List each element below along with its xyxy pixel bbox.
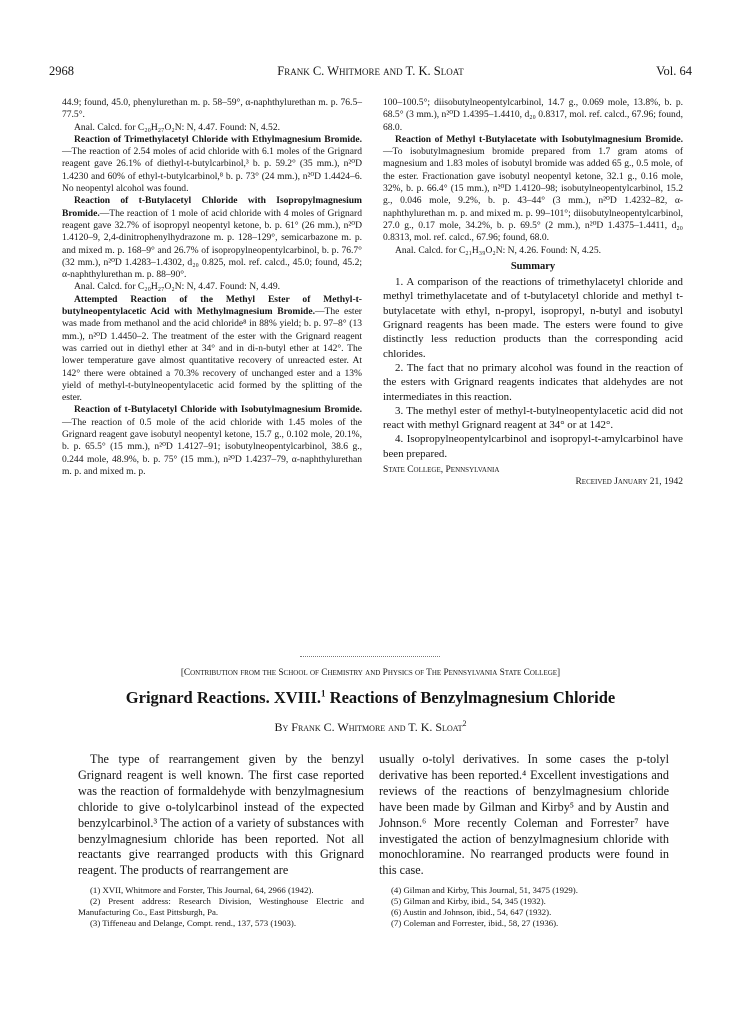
analysis-line: Anal. Calcd. for C₂₀H₂₇O₂N: N, 4.47. Found: N, 4.49. <box>74 281 280 293</box>
paragraph <box>62 404 362 478</box>
footnote: (5) Gilman and Kirby, ibid., 54, 345 (1932). <box>391 896 546 907</box>
volume-label: Vol. 64 <box>656 64 692 78</box>
summary-item: 3. The methyl ester of methyl-t-butylneopentylacetic acid did not react with methyl Grignard reagent at 34° or at 142°. <box>383 404 683 432</box>
section-divider <box>300 656 440 657</box>
byline-footnote-mark: 2 <box>462 719 467 728</box>
footnotes-right <box>379 885 669 928</box>
paragraph-body: —The reaction of 1 mole of acid chloride with 4 moles of Grignard reagent gave 32.7% of isopropyl neopentyl ketone, b. p. 61° (26 mm.), n²⁰D 1.4120–9, 2,4-dinitrophenylhydrazone m. p. 128–129°, semicarbazone m. p. and mixed m. p. 168–9° and 26.7% of isopropylneopentylcarbinol, b. p. 76.7° (32 mm.), n²⁰D 1.4283–1.4302, d₂₀ 0.825, mol. ref. calcd., 45.0; found, 45.2; α-naphthylurethan m. p. 88–90°. <box>62 207 362 281</box>
body-paragraph: The type of rearrangement given by the benzyl Grignard reagent is well known. The first case reported was the reaction of formaldehyde with benzylmagnesium chloride to give o-tolylcarbinol instead of the expected benzylcarbinol.³ The action of a variety of substances with benzylmagnesium chloride has been reported. Not all reactants give rearranged products with this Grignard reagent. The products of rearrangement are <box>78 752 364 878</box>
title-footnote-mark: 1 <box>321 688 326 699</box>
body-paragraph: usually o-tolyl derivatives. In some cases the p-tolyl derivative has been reported.⁴ Excellent investigations and reviews of the reactions of benzylmagnesium chloride have been made by Gilman and Kirby⁵ and by Austin and Johnson.⁶ More recently Coleman and Forrester⁷ have investigated the action of benzylmagnesium chloride with monochloramine. No rearranged products were found in this case. <box>379 752 669 878</box>
paragraph-body: —To isobutylmagnesium bromide prepared from 1.7 gram atoms of magnesium and 1.83 moles of isobutyl bromide was added 65 g., 0.5 mole, of the ester. Fractionation gave isobutyl neopentyl ketone, 32.1 g., 0.16 mole, 32%, b. p. 66.4° (15 mm.), n²⁰D 1.4120–98; isobutylneopentylcarbinol, 15.2 g., 0.046 mole, 9.2%, b. p. 43–44° (3 mm.), n²⁰D 1.4232–82, α-naphthylurethan m. p. and mixed m. p. 99–101°; diisobutylneopentylcarbinol, 27.0 g., 0.17 mole, 34.2%, b. p. 69.5° (2 mm.), n²⁰D 1.4375–1.4411, d₂₀ 0.8313, mol. ref. calcd., 67.96; found, 68.0. <box>383 146 683 244</box>
authors: By Frank C. Whitmore and T. K. Sloat <box>274 720 463 734</box>
paragraph: 44.9; found, 45.0, phenylurethan m. p. 58–59°, α-naphthylurethan m. p. 76.5–77.5°. <box>62 97 362 121</box>
paragraph-body: —The reaction of 0.5 mole of the acid chloride with 1.45 moles of the Grignard reagent gave isobutyl neopentyl ketone, 15.7 g., 0.102 mole, 20.1%, b. p. 65.5° (15 mm.), n²⁰D 1.4127–91; isobutylneopentylcarbinol, 38.6 g., 0.244 mole, 48.9%, b. p. 75° (15 mm.), n²⁰D 1.4237–79, α-naphthylurethan m. p. and mixed m. p. <box>62 416 362 477</box>
paragraph <box>62 195 362 281</box>
summary <box>383 275 683 461</box>
contribution-line: [Contribution from the School of Chemistry and Physics of The Pennsylvania State College] <box>180 668 561 678</box>
title-main: Grignard Reactions. XVIII. <box>125 688 322 707</box>
paragraph-heading: Attempted Reaction of the Methyl Ester of Methyl-t-butylneopentylacetic Acid with Methylmagnesium Bromide. <box>62 293 362 318</box>
running-title: Frank C. Whitmore and T. K. Sloat <box>277 64 464 78</box>
footnote: (2) Present address: Research Division, Westinghouse Electric and Manufacturing Co., East Pittsburgh, Pa. <box>78 896 364 917</box>
affiliation: State College, Pennsylvania <box>383 465 500 476</box>
paragraph: 100–100.5°; diisobutylneopentylcarbinol, 14.7 g., 0.069 mole, 13.8%, b. p. 68.5° (3 mm.), n²⁰D 1.4395–1.4410, d₂₀ 0.8317, mol. ref. calcd., 67.96; found, 68.0. <box>383 97 683 133</box>
footnote: (7) Coleman and Forrester, ibid., 58, 27 (1936). <box>391 917 559 928</box>
paragraph <box>62 134 362 195</box>
received-date: Received January 21, 1942 <box>575 477 683 488</box>
analysis-line: Anal. Calcd. for C₂₀H₂₇O₂N: N, 4.47. Found: N, 4.52. <box>74 121 280 133</box>
page-number: 2968 <box>49 64 74 78</box>
paragraph <box>383 134 683 245</box>
footnotes-left <box>78 885 364 928</box>
summary-heading: Summary <box>510 260 556 272</box>
article-body-right <box>379 752 669 928</box>
analysis-line: Anal. Calcd. for C₂₁H₃₉O₂N: N, 4.26. Found: N, 4.25. <box>395 244 601 256</box>
article-body-left <box>78 752 364 928</box>
running-header <box>49 64 692 84</box>
title-subtitle: Reactions of Benzylmagnesium Chloride <box>325 688 616 707</box>
summary-item: 1. A comparison of the reactions of trimethylacetyl chloride and methyl trimethylacetate and of t-butylacetyl chloride and methyl t-butylacetate with ethyl, n-propyl, isopropyl, n-butyl and isobutyl Grignard reagents has been made. The esters were found to give distinctly less reduction products than the corresponding acid chlorides. <box>383 276 683 360</box>
paragraph-body: —The reaction of 2.54 moles of acid chloride with 6.1 moles of the Grignard reagent gave 26.1% of diethyl-t-butylcarbinol,³ b. p. 59.2° (35 mm.), n²⁰D 1.4230 and 60% of ethyl-t-butylcarbinol,⁸ b. p. 73° (24 mm.), n²⁰D 1.4424–6. No neopentyl alcohol was found. <box>62 146 362 195</box>
byline <box>0 720 741 735</box>
paragraph-heading: Reaction of Methyl t-Butylacetate with Isobutylmagnesium Bromide. <box>395 133 683 145</box>
footnote: (4) Gilman and Kirby, This Journal, 51, 3475 (1929). <box>391 885 578 896</box>
paragraph-heading: Reaction of Trimethylacetyl Chloride with Ethylmagnesium Bromide. <box>74 133 362 145</box>
paragraph-heading: Reaction of t-Butylacetyl Chloride with Isobutylmagnesium Bromide. <box>74 404 362 416</box>
article-title <box>0 688 741 708</box>
right-column <box>383 97 683 489</box>
summary-item: 4. Isopropylneopentylcarbinol and isopropyl-t-amylcarbinol have been prepared. <box>383 433 683 460</box>
footnote: (3) Tiffeneau and Delange, Compt. rend., 137, 573 (1903). <box>90 917 297 928</box>
paragraph-heading: Reaction of t-Butylacetyl Chloride with Isopropylmagnesium Bromide. <box>62 195 362 219</box>
footnote: (6) Austin and Johnson, ibid., 54, 647 (1932). <box>391 906 552 917</box>
paragraph-body: —The ester was made from methanol and the acid chloride⁸ in 88% yield; b. p. 97–8° (13 mm.), n²⁰D 1.4450–2. The treatment of the ester with the Grignard reagent was carried out in diethyl ether at 34° and in di-n-butyl ether at 142°. The lower temperature gave almost quantitative recovery of unreacted ester. At 142° there were obtained a 70.3% recovery of unchanged ester and a 13% yield of methyl-t-butylneopentylacetic acid formed by the splitting of the ester. <box>62 306 362 404</box>
paragraph <box>62 294 362 405</box>
left-column <box>62 97 362 478</box>
footnote: (1) XVII, Whitmore and Forster, This Journal, 64, 2966 (1942). <box>90 885 314 896</box>
summary-item: 2. The fact that no primary alcohol was found in the reaction of the esters with Grignard reagents indicates that aldehydes are not intermediates in this reaction. <box>383 361 683 403</box>
